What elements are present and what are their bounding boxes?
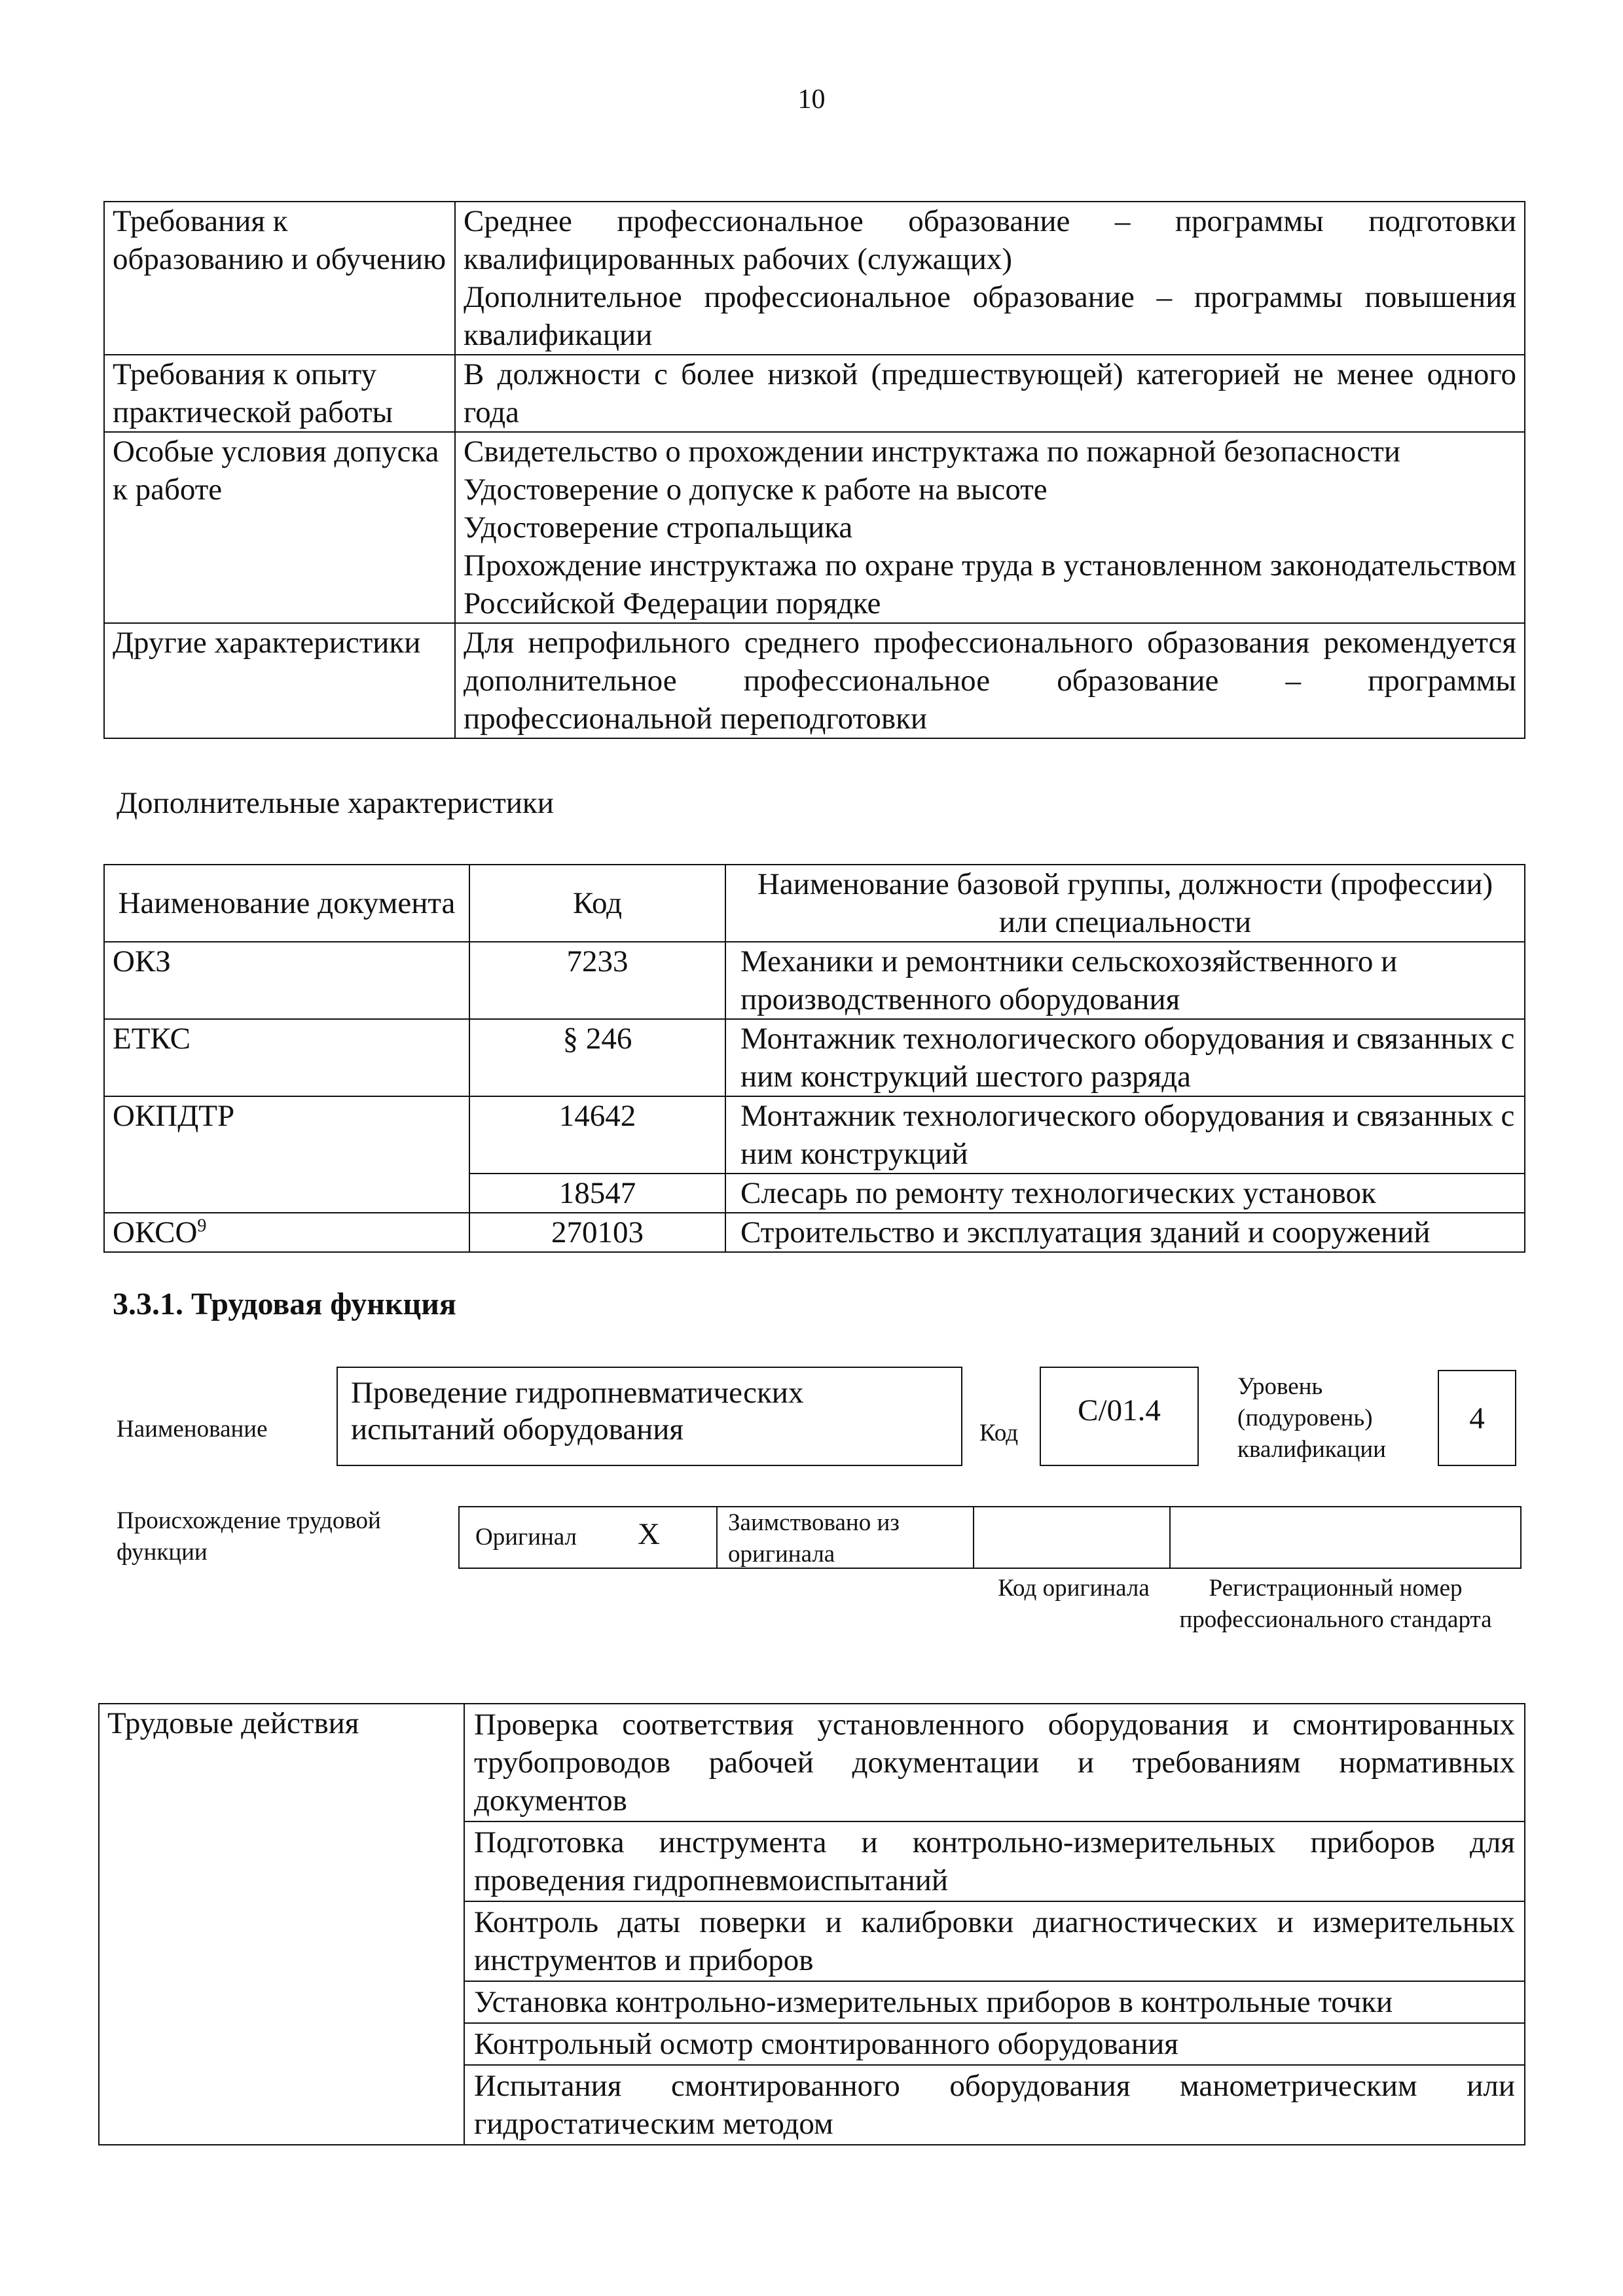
value-line: Удостоверение о допуске к работе на высоте	[464, 473, 1048, 507]
value-line: В должности с более низкой (предшествующей) категорией не менее одного года	[464, 357, 1516, 429]
table-row	[99, 1704, 1525, 1821]
origin-divider	[973, 1507, 974, 1568]
value-line: Среднее профессиональное образование – программы подготовки квалифицированных рабочих (служащих)	[464, 204, 1516, 276]
code-cell: 18547	[469, 1174, 725, 1213]
value-line: Для непрофильного среднего профессионального образования рекомендуется дополнительное профессиональное образование – программы профессиональной переподготовки	[464, 626, 1516, 736]
table-header-row	[104, 865, 1525, 942]
labor-action-item: Подготовка инструмента и контрольно-измерительных приборов для проведения гидропневмоиспытаний	[464, 1821, 1525, 1901]
name-cell: Строительство и эксплуатация зданий и сооружений	[725, 1213, 1525, 1252]
doc-cell: ОКЗ	[104, 942, 469, 1019]
labor-action-item: Контроль даты поверки и калибровки диагностических и измерительных инструментов и приборов	[464, 1901, 1525, 1981]
code-original-caption: Код оригинала	[998, 1575, 1150, 1602]
row-value	[455, 355, 1525, 432]
level-box: 4	[1438, 1370, 1516, 1466]
table-row	[104, 432, 1525, 623]
origin-divider	[1169, 1507, 1171, 1568]
doc-cell: ОКПДТР	[104, 1096, 469, 1213]
function-heading: 3.3.1. Трудовая функция	[113, 1287, 456, 1321]
name-cell: Монтажник технологического оборудования и связанных с ним конструкций	[725, 1096, 1525, 1174]
level-label: Уровень (подуровень) квалификации	[1237, 1373, 1386, 1463]
row-label: Требования к образованию и обучению	[104, 202, 455, 355]
labor-actions-table	[98, 1703, 1525, 2145]
value-line: Удостоверение стропальщика	[464, 511, 853, 545]
origin-row	[458, 1506, 1522, 1569]
origin-label: Происхождение трудовой функции	[117, 1507, 381, 1566]
row-value	[455, 432, 1525, 623]
borrowed-label: Заимствовано из оригинала	[728, 1509, 900, 1568]
row-label: Требования к опыту практической работы	[104, 355, 455, 432]
row-label: Особые условия допуска к работе	[104, 432, 455, 623]
function-code-box: С/01.4	[1040, 1367, 1199, 1466]
code-cell: 14642	[469, 1096, 725, 1174]
header-name: Наименование базовой группы, должности (профессии) или специальности	[725, 865, 1525, 942]
table-row	[104, 355, 1525, 432]
doc-cell	[104, 1213, 469, 1252]
origin-divider	[716, 1507, 718, 1568]
value-line: Дополнительное профессиональное образование – программы повышения квалификации	[464, 280, 1516, 352]
name-cell: Монтажник технологического оборудования и связанных с ним конструкций шестого разряда	[725, 1019, 1525, 1096]
row-label: Другие характеристики	[104, 623, 455, 738]
original-label: Оригинал	[475, 1524, 577, 1551]
row-value	[455, 623, 1525, 738]
header-code: Код	[469, 865, 725, 942]
labor-action-item: Проверка соответствия установленного оборудования и смонтированных трубопроводов рабочей документации и требованиям нормативных документов	[464, 1704, 1525, 1821]
footnote-mark: 9	[197, 1215, 207, 1236]
additional-table	[103, 864, 1525, 1253]
value-line: Свидетельство о прохождении инструктажа по пожарной безопасности	[464, 435, 1400, 469]
labor-action-item: Испытания смонтированного оборудования манометрическим или гидростатическим методом	[464, 2065, 1525, 2145]
code-cell: § 246	[469, 1019, 725, 1096]
table-row	[104, 623, 1525, 738]
header-document: Наименование документа	[104, 865, 469, 942]
labor-actions-label: Трудовые действия	[99, 1704, 464, 2145]
doc-name: ОКСО	[113, 1215, 198, 1249]
additional-caption: Дополнительные характеристики	[117, 786, 554, 820]
table-row	[104, 1019, 1525, 1096]
labor-action-item: Установка контрольно-измерительных приборов в контрольные точки	[464, 1981, 1525, 2023]
function-name-box: Проведение гидропневматических испытаний оборудования	[337, 1367, 962, 1466]
code-label: Код	[979, 1420, 1019, 1446]
doc-cell: ЕТКС	[104, 1019, 469, 1096]
requirements-table	[103, 201, 1525, 739]
name-cell: Слесарь по ремонту технологических установок	[725, 1174, 1525, 1213]
code-cell: 7233	[469, 942, 725, 1019]
value-line: Прохождение инструктажа по охране труда в установленном законодательством Российской Федерации порядке	[464, 548, 1516, 620]
row-value	[455, 202, 1525, 355]
table-row	[104, 202, 1525, 355]
page-number: 10	[797, 84, 826, 115]
labor-action-item: Контрольный осмотр смонтированного оборудования	[464, 2023, 1525, 2065]
table-row	[104, 942, 1525, 1019]
name-cell: Механики и ремонтники сельскохозяйственного и производственного оборудования	[725, 942, 1525, 1019]
registration-caption: Регистрационный номер профессионального стандарта	[1179, 1575, 1492, 1633]
table-row	[104, 1213, 1525, 1252]
original-mark: X	[638, 1517, 660, 1551]
code-cell: 270103	[469, 1213, 725, 1252]
table-row	[104, 1096, 1525, 1174]
name-label: Наименование	[117, 1416, 268, 1443]
